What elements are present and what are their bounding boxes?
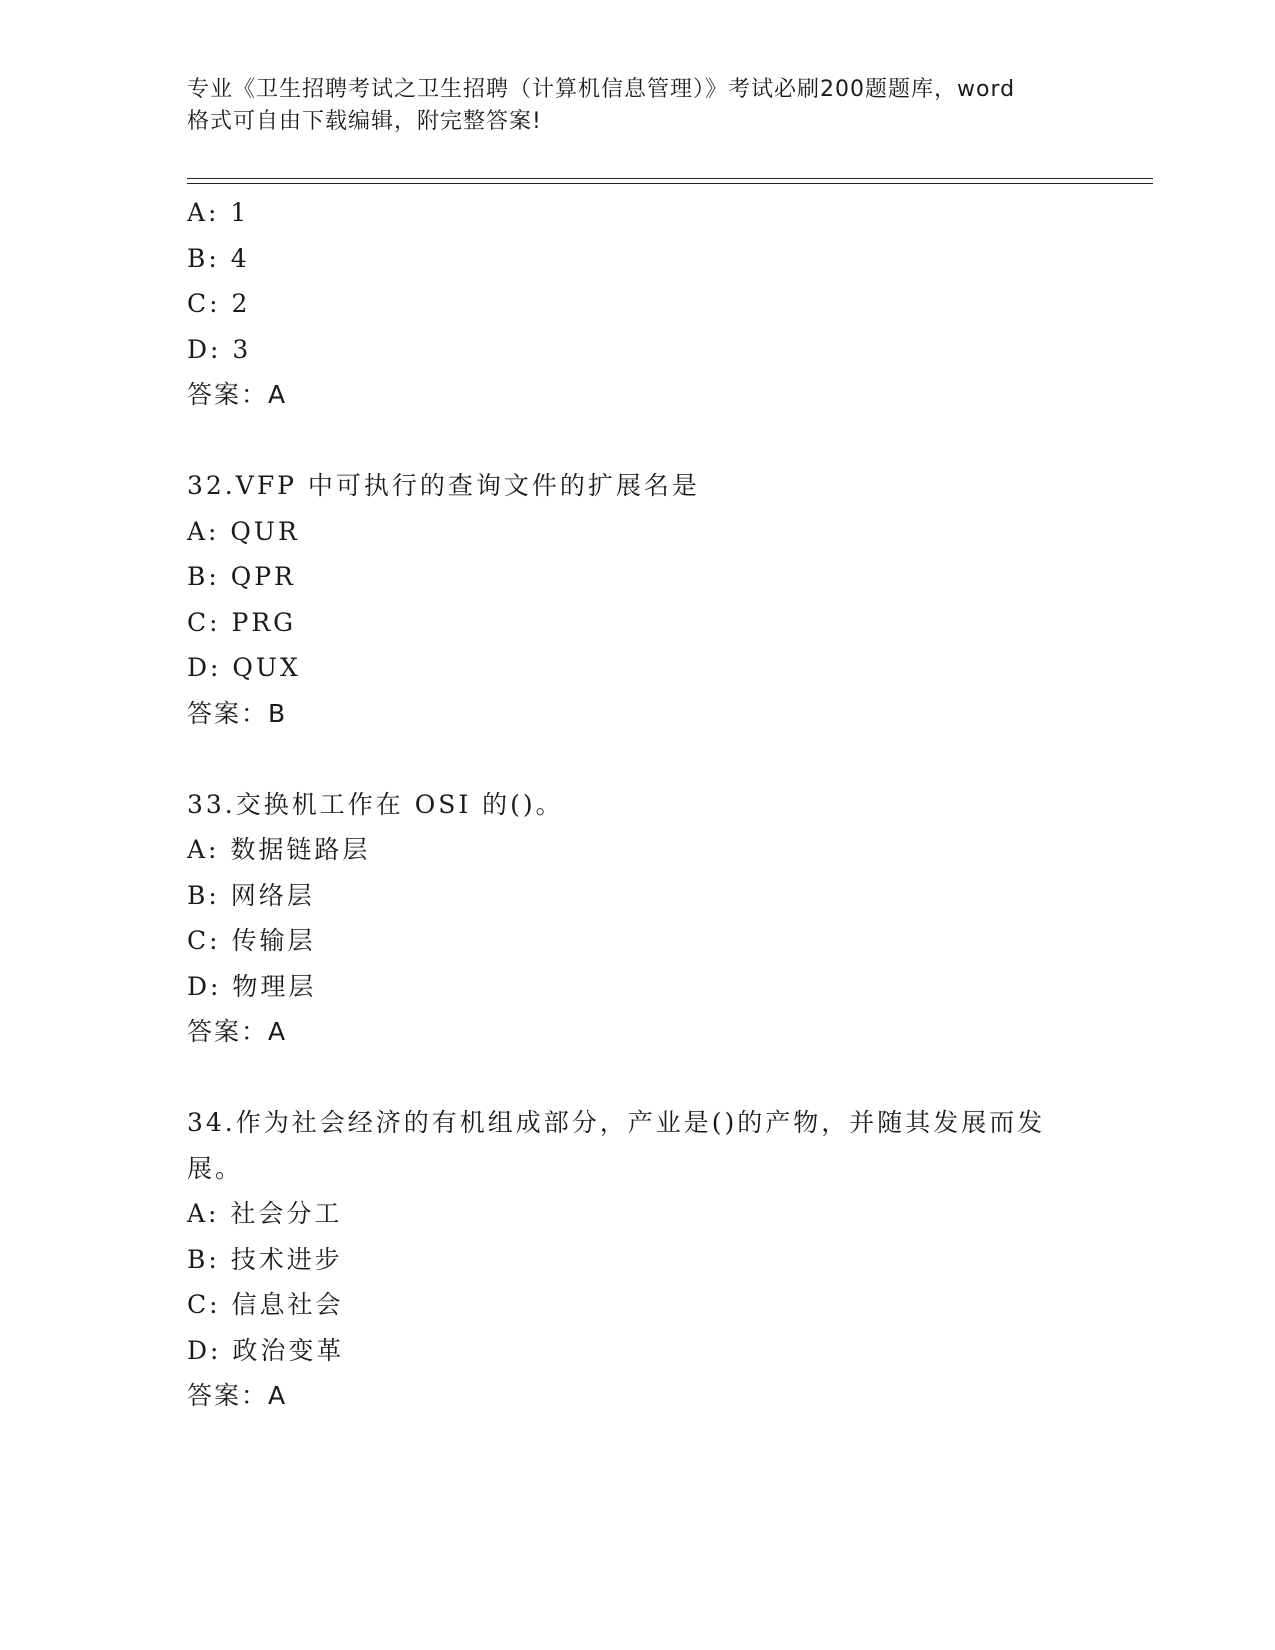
option-c: C: PRG <box>187 607 297 637</box>
option-d: D: 物理层 <box>187 971 317 1001</box>
spacer <box>187 1055 1087 1101</box>
question-31 <box>187 190 1087 418</box>
header-divider-bottom <box>187 183 1153 184</box>
option-a: A: 数据链路层 <box>187 835 371 864</box>
option-c: C: 传输层 <box>187 926 316 955</box>
option-b: B: 网络层 <box>187 880 315 910</box>
spacer <box>187 736 1087 782</box>
option-d: D: 政治变革 <box>187 1335 345 1365</box>
question-text: 32.VFP 中可执行的查询文件的扩展名是 <box>187 471 700 500</box>
answer-line: 答案：A <box>187 1017 288 1046</box>
question-32 <box>187 463 1087 736</box>
option-a: A: QUR <box>187 516 300 546</box>
spacer <box>187 418 1087 464</box>
option-c: C: 信息社会 <box>187 1290 344 1319</box>
question-text: 33.交换机工作在 OSI 的()。 <box>187 789 564 819</box>
option-a: A: 社会分工 <box>187 1199 343 1228</box>
header-line-2: 格式可自由下载编辑，附完整答案! <box>187 109 542 134</box>
option-b: B: 4 <box>187 243 250 273</box>
question-34 <box>187 1100 1087 1419</box>
option-b: B: 技术进步 <box>187 1244 343 1274</box>
question-text-line-2: 展。 <box>187 1153 244 1183</box>
question-33 <box>187 782 1087 1055</box>
option-d: D: QUX <box>187 653 301 682</box>
option-a: A: 1 <box>187 198 250 227</box>
header-line-1: 专业《卫生招聘考试之卫生招聘（计算机信息管理）》考试必刷200题题库，word <box>187 77 1016 102</box>
question-text-line-1: 34.作为社会经济的有机组成部分，产业是()的产物，并随其发展而发 <box>187 1108 1046 1137</box>
answer-line: 答案：A <box>187 380 288 409</box>
option-b: B: QPR <box>187 562 296 591</box>
answer-line: 答案：A <box>187 1381 288 1410</box>
question-list <box>187 190 1087 1419</box>
document-header <box>187 74 1087 138</box>
answer-line: 答案：B <box>187 698 288 728</box>
header-divider-top <box>187 178 1153 179</box>
option-d: D: 3 <box>187 334 252 364</box>
option-c: C: 2 <box>187 289 251 318</box>
